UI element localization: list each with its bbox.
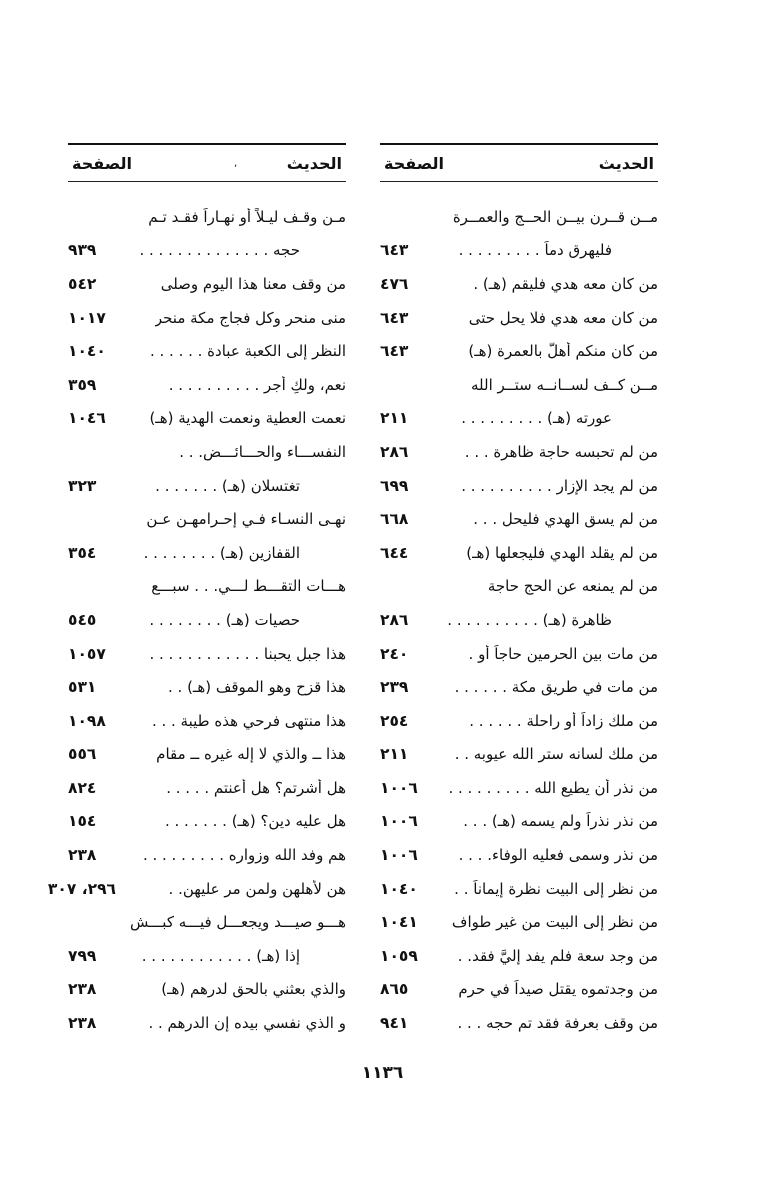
page-ref: ٥٥٦: [68, 745, 97, 764]
index-entry: [68, 939, 346, 973]
page-ref: ٦٤٣: [380, 342, 409, 361]
index-entry: [68, 1006, 346, 1040]
page-ref: ٣٢٣: [68, 476, 97, 495]
hadith-text: هذا جبل يحبنا . . . . . . . . . . . .: [149, 644, 346, 663]
hadith-text: من كان معه هدي فلا يحل حتى: [468, 308, 658, 327]
hadith-text: النظر إلى الكعبة عبادة . . . . . .: [149, 342, 346, 361]
index-entry: [68, 704, 346, 738]
index-entry: [68, 738, 346, 772]
page-ref: ١٠٠٦: [380, 812, 418, 831]
index-entry: [380, 368, 658, 402]
page-ref: ١٠٠٦: [380, 778, 418, 797]
page-ref: ٥٣١: [68, 678, 97, 697]
page-ref: ١٠١٧: [68, 308, 106, 327]
page-ref: ٢٣٨: [68, 980, 97, 999]
hadith-header: الحديث: [286, 153, 342, 173]
hadith-text: تغتسلان (هـ) . . . . . . .: [155, 476, 300, 495]
index-entry: [68, 469, 346, 503]
hadith-text: من نذر نذراً ولم يسمه (هـ) . . .: [463, 812, 658, 831]
hadith-text: من مات في طريق مكة . . . . . .: [454, 678, 658, 697]
hadith-text: من نذر أن يطيع الله . . . . . . . . .: [448, 778, 658, 797]
index-entry: [380, 402, 658, 436]
page-ref: ٧٩٩: [68, 946, 97, 965]
hadith-text: هذا منتهى فرحي هذه طيبة . . .: [151, 711, 346, 730]
left-column: [47, 143, 346, 1040]
hadith-text: من نذر وسمى فعليه الوفاء. . . .: [458, 846, 658, 865]
page-ref: ٨٦٥: [380, 980, 409, 999]
page-ref: ٦٤٣: [380, 308, 409, 327]
index-entry: [380, 738, 658, 772]
index-entry: [68, 536, 346, 570]
hadith-text: حجه . . . . . . . . . . . . . .: [139, 241, 300, 260]
hadith-text: مــن قــرن بيــن الحــج والعمــرة: [452, 207, 658, 226]
index-entry: [380, 637, 658, 671]
hadith-text: مــن كــف لســانــه ستــر الله: [471, 375, 658, 394]
index-entry: [380, 1006, 658, 1040]
hadith-text: من وجدتموه يقتل صيداً في حرم: [458, 980, 658, 999]
page-ref: ١٠٩٨: [68, 711, 106, 730]
hadith-text: هذا ــ والذي لا إله غيره ــ مقام: [156, 745, 346, 764]
index-entry: [47, 872, 346, 906]
hadith-text: من لم يجد الإزار . . . . . . . . . .: [461, 476, 658, 495]
index-entry: [380, 570, 658, 604]
index-entry: [68, 402, 346, 436]
hadith-text: عورته (هـ) . . . . . . . . .: [461, 409, 612, 428]
hadith-text: والذي بعثني بالحق لدرهم (هـ): [161, 980, 346, 999]
index-entry: [68, 771, 346, 805]
hadith-text: ظاهرة (هـ) . . . . . . . . . .: [447, 610, 612, 629]
index-entry: [380, 200, 658, 234]
page-ref: ١٠٤٦: [68, 409, 106, 428]
hadith-header: الحديث: [598, 153, 654, 173]
page-ref: ١٠٥٧: [68, 644, 106, 663]
hadith-text: نعم، ولكِ أجر . . . . . . . . . .: [168, 375, 346, 394]
page-ref: ٢٩٦، ٣٠٧: [47, 879, 116, 898]
header-rule: [68, 181, 346, 182]
index-entry: [68, 435, 346, 469]
hadith-text: النفســـاء والحـــائـــض. . .: [179, 442, 346, 461]
page-ref: ٦٦٨: [380, 510, 409, 529]
hadith-text: و الذي نفسي بيده إن الدرهم . .: [148, 1014, 346, 1033]
hadith-text: إذا (هـ) . . . . . . . . . . . .: [141, 946, 300, 965]
page-ref: ٦٩٩: [380, 476, 409, 495]
hadith-text: حصيات (هـ) . . . . . . . .: [149, 610, 300, 629]
hadith-text: من مات بين الحرمين حاجاً أو .: [468, 644, 658, 663]
hadith-text: من لم يسق الهدي فليحل . . .: [473, 510, 658, 529]
page-ref: ١٠٥٩: [380, 946, 418, 965]
hadith-text: من نظر إلى البيت نظرة إيماناً . .: [454, 879, 658, 898]
index-entry: [380, 805, 658, 839]
index-entry: [380, 838, 658, 872]
index-entry: [68, 603, 346, 637]
index-entry: [68, 301, 346, 335]
page-ref: ٥٤٢: [68, 274, 97, 293]
right-column: [380, 143, 658, 1040]
hadith-text: هم وفد الله وزواره . . . . . . . . .: [142, 846, 346, 865]
index-entry: [68, 805, 346, 839]
hadith-text: من وقف بعرفة فقد تم حجه . . .: [457, 1014, 658, 1033]
page-ref: ١٥٤: [68, 812, 97, 831]
hadith-text: مـن وقـف ليـلاً أو نهـاراً فقـد تـم: [148, 207, 346, 226]
page-ref: ٣٥٩: [68, 375, 97, 394]
index-entry: [380, 301, 658, 335]
index-entry: [380, 603, 658, 637]
index-rows: [47, 200, 346, 1040]
hadith-text: من ملك لسانه ستر الله عيوبه . .: [454, 745, 658, 764]
index-entry: [380, 872, 658, 906]
index-rows: [380, 200, 658, 1040]
hadith-text: هـــات التقـــط لـــي. . . سبـــع: [151, 577, 346, 596]
page-ref: ٦٤٣: [380, 241, 409, 260]
column-header: [380, 145, 658, 181]
index-entry: [380, 234, 658, 268]
hadith-text: من كان معه هدي فليقم (هـ) .: [473, 274, 658, 293]
index-entry: [68, 570, 346, 604]
page-ref: ٢٣٨: [68, 846, 97, 865]
page-ref: ٦٤٤: [380, 543, 409, 562]
index-entry: [68, 502, 346, 536]
hadith-text: من لم يمنعه عن الحج حاجة: [487, 577, 658, 596]
index-entry: [380, 334, 658, 368]
hadith-text: هل عليه دين؟ (هـ) . . . . . . .: [164, 812, 346, 831]
index-entry: [380, 973, 658, 1007]
page-ref: ٤٧٦: [380, 274, 409, 293]
page-ref: ٨٢٤: [68, 778, 97, 797]
page-ref: ٥٤٥: [68, 610, 97, 629]
page-ref: ٢٥٤: [380, 711, 409, 730]
column-header: [68, 145, 346, 181]
page-ref: ٢٨٦: [380, 442, 409, 461]
page-ref: ٣٥٤: [68, 543, 97, 562]
page-ref: ٢٤٠: [380, 644, 409, 663]
hadith-text: من وقف معنا هذا اليوم وصلى: [160, 274, 346, 293]
hadith-text: نعمت العطية ونعمت الهدية (هـ): [149, 409, 346, 428]
hadith-text: هـــو صيـــد ويجعـــل فيـــه كبـــش: [129, 913, 346, 932]
hadith-text: من نظر إلى البيت من غير طواف: [451, 913, 658, 932]
page-header: الصفحة: [72, 153, 133, 173]
index-entry: [68, 368, 346, 402]
index-entry: [68, 637, 346, 671]
hadith-text: هذا قزح وهو الموقف (هـ) . .: [168, 678, 346, 697]
index-entry: [380, 435, 658, 469]
page-ref: ٢٣٨: [68, 1014, 97, 1033]
page-ref: ١٠٤٠: [68, 342, 106, 361]
hadith-text: من كان منكم أهلَّ بالعمرة (هـ): [468, 342, 658, 361]
index-entry: [68, 973, 346, 1007]
hadith-text: القفازين (هـ) . . . . . . . .: [143, 543, 300, 562]
index-entry: [380, 771, 658, 805]
page-ref: ٢٣٩: [380, 678, 409, 697]
index-entry: [68, 905, 346, 939]
hadith-text: من ملك زاداً أو راحلة . . . . . .: [469, 711, 658, 730]
hadith-text: من وجد سعة فلم يفد إليَّ فقد. .: [457, 946, 658, 965]
page-ref: ١٠٤٠: [380, 879, 418, 898]
page-ref: ١٠٤١: [380, 913, 418, 932]
page-ref: ٩٤١: [380, 1014, 409, 1033]
index-entry: [68, 200, 346, 234]
page-ref: ٢٨٦: [380, 610, 409, 629]
index-entry: [68, 670, 346, 704]
index-entry: [68, 234, 346, 268]
page-ref: ٢١١: [380, 745, 409, 764]
index-entry: [68, 334, 346, 368]
page-ref: ٩٣٩: [68, 241, 97, 260]
index-entry: [380, 939, 658, 973]
page-number: ١١٣٦: [361, 1063, 404, 1083]
page-ref: ١٠٠٦: [380, 846, 418, 865]
index-entry: [380, 670, 658, 704]
stray-mark: ,: [234, 158, 238, 169]
hadith-text: من لم تحبسه حاجة ظاهرة . . .: [464, 442, 658, 461]
hadith-text: من لم يقلد الهدي فليجعلها (هـ): [466, 543, 658, 562]
page-ref: ٢١١: [380, 409, 409, 428]
hadith-text: نهـى النسـاء فـي إحـرامهـن عـن: [146, 510, 346, 529]
index-entry: [68, 267, 346, 301]
index-entry: [380, 469, 658, 503]
page-header: الصفحة: [384, 153, 445, 173]
index-entry: [380, 502, 658, 536]
hadith-text: هن لأهلهن ولمن مر عليهن. .: [168, 879, 346, 898]
hadith-text: فليهرق دماً . . . . . . . . .: [458, 241, 612, 260]
index-entry: [380, 267, 658, 301]
index-entry: [380, 905, 658, 939]
index-entry: [68, 838, 346, 872]
header-rule: [380, 181, 658, 182]
hadith-text: منى منحر وكل فجاج مكة منحر: [154, 308, 346, 327]
index-entry: [380, 536, 658, 570]
index-entry: [380, 704, 658, 738]
hadith-text: هل أشرتم؟ هل أعنتم . . . . .: [166, 778, 346, 797]
